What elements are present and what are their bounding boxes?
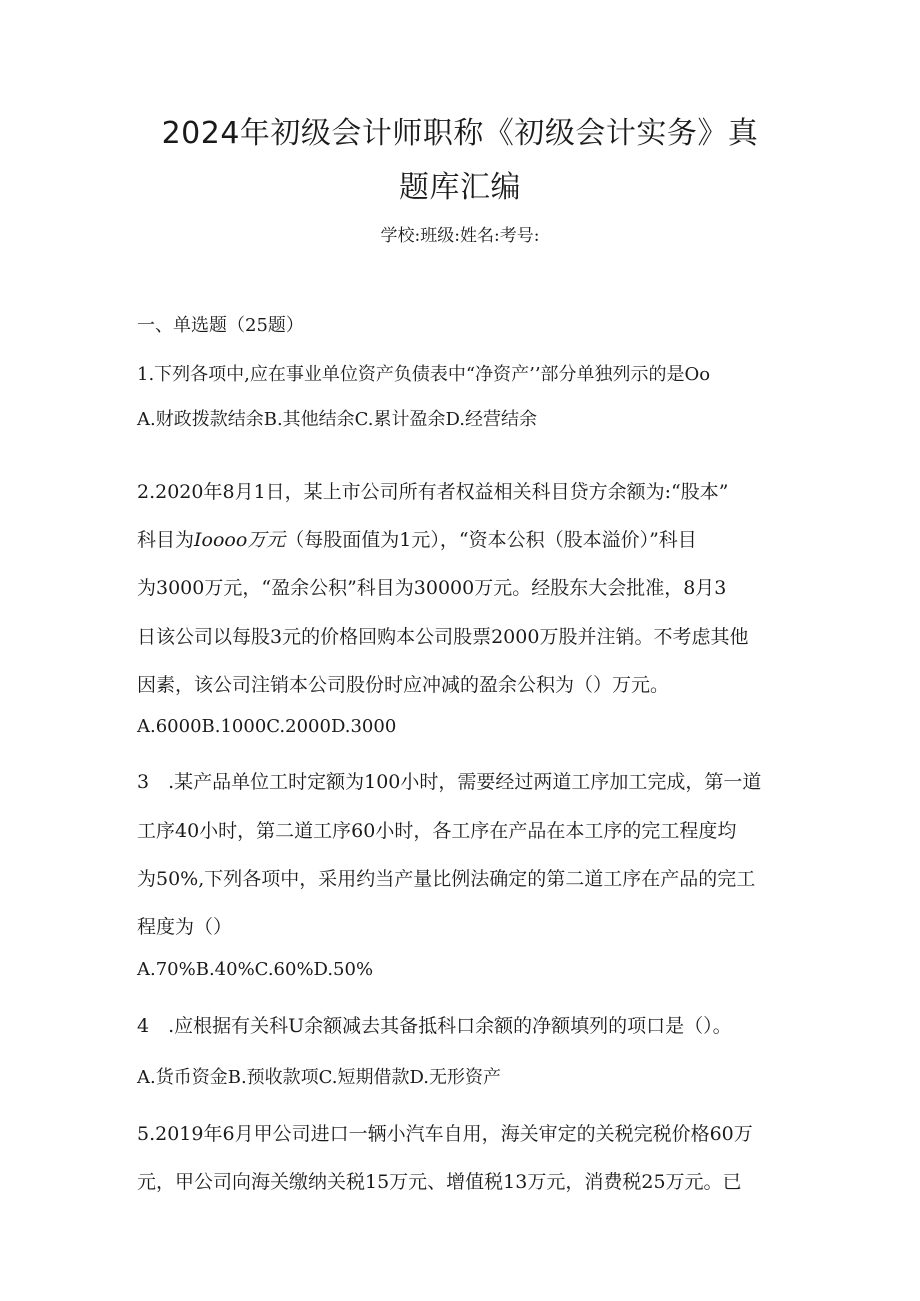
question-2-options: A.6000B.1000C.2000D.3000 xyxy=(137,716,397,737)
question-3-text-line-2: 工序40小时，第二道工序60小时，各工序在产品在本工序的完工程度均 xyxy=(137,820,737,842)
question-2-text-line-1: 2.2020年8月1日，某上市公司所有者权益相关科目贷方余额为:“股本” xyxy=(137,481,729,503)
question-4-options: A.货币资金B.预收款项C.短期借款D.无形资产 xyxy=(137,1067,502,1088)
question-2-line-2-prefix: 科目为 xyxy=(137,529,195,551)
question-2-text-line-4: 日该公司以每股3元的价格回购本公司股票2000万股并注销。不考虑其他 xyxy=(137,626,749,648)
question-2-line-2-italic: Ioooo万元 xyxy=(194,529,286,551)
question-2-line-2-suffix: （每股面值为1元），“资本公积（股本溢价）”科目 xyxy=(285,529,697,551)
question-5-text-line-1: 5.2019年6月甲公司进口一辆小汽车自用，海关审定的关税完税价格60万 xyxy=(137,1123,753,1145)
document-title-line-2: 题库汇编 xyxy=(399,170,521,205)
question-3-text-line-1: 3 .某产品单位工时定额为100小时，需要经过两道工序加工完成，第一道 xyxy=(137,771,762,793)
question-3-text-line-3: 为50%,下列各项中，采用约当产量比例法确定的第二道工序在产品的完工 xyxy=(137,868,756,890)
question-1-text: 1.下列各项中,应在事业单位资产负债表中“净资产’’部分单独列示的是Oo xyxy=(137,364,711,385)
question-3-text-line-4: 程度为（） xyxy=(137,916,233,938)
question-5-text-line-2: 元，甲公司向海关缴纳关税15万元、增值税13万元，消费税25万元。已 xyxy=(137,1171,742,1193)
question-3-options: A.70%B.40%C.60%D.50% xyxy=(137,959,374,980)
section-heading: 一、单选题（25题） xyxy=(137,315,304,336)
question-2-text-line-3: 为3000万元，“盈余公积”科目为30000万元。经股东大会批准，8月3 xyxy=(137,577,727,599)
student-info-line: 学校:班级:姓名:考号: xyxy=(380,226,540,246)
question-1-options: A.财政拨款结余B.其他结余C.累计盈余D.经营结余 xyxy=(137,409,538,430)
question-4-text: 4 .应根据有关科U余额减去其备抵科口余额的净额填列的项口是（）。 xyxy=(137,1015,732,1037)
question-2-text-line-2 xyxy=(137,526,697,554)
document-title-line-1: 2024年初级会计师职称《初级会计实务》真 xyxy=(161,116,759,151)
question-2-text-line-5: 因素，该公司注销本公司股份时应冲减的盈余公积为（）万元。 xyxy=(137,674,670,696)
